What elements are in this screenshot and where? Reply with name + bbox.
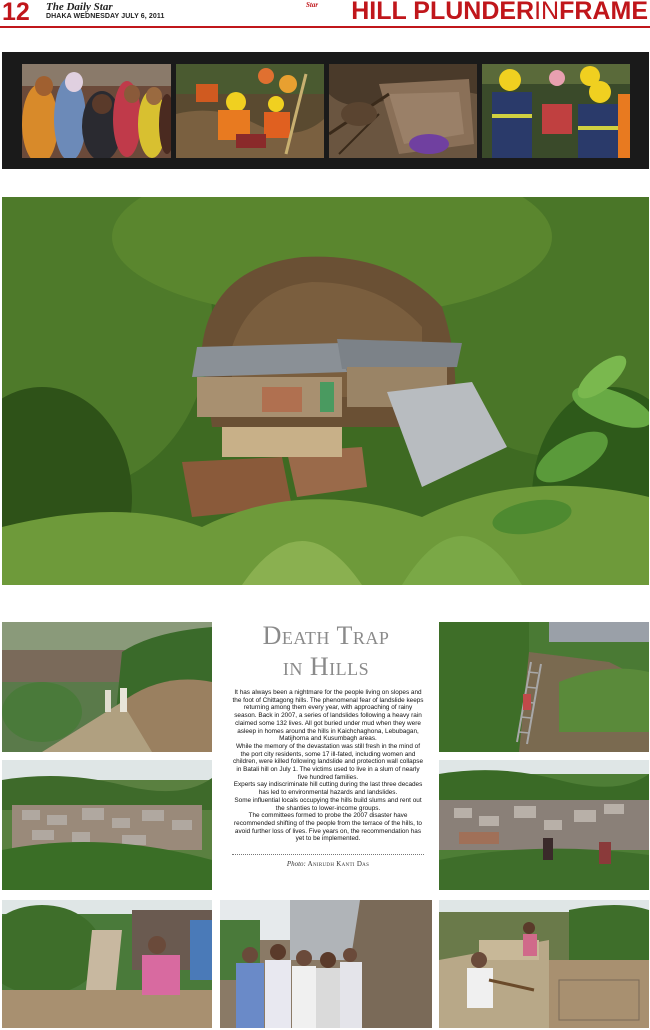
article-body: [232, 689, 424, 843]
section-title-part1: HILL PLUNDER: [351, 0, 535, 25]
photo-credit-name: Anirudh Kanti Das: [307, 860, 370, 868]
headline-line-1: Death Trap: [262, 621, 390, 650]
mini-logo: Star: [306, 1, 319, 9]
section-title: [351, 0, 648, 25]
mud-debris-photo: [329, 64, 477, 158]
section-title-part3: FRAME: [559, 0, 648, 25]
article-paragraph: The committees formed to probe the 2007 disaster have recommended shifting of the people from the terrace of the hills, to avoid further loss of lives. Five years on, the recommendation has yet to be implemented.: [234, 812, 422, 843]
masthead-rule: [0, 26, 650, 28]
wall-construction-photo: [2, 900, 212, 1028]
photo-credit-label: Photo:: [286, 860, 306, 868]
hillside-slum-photo-right: [439, 760, 649, 890]
officials-inspection-photo: [220, 900, 432, 1028]
firefighters-rescue-photo: [482, 64, 630, 158]
article-paragraph: Some influential locals occupying the hills build slums and rent out the shanties to lower-income groups.: [234, 796, 422, 812]
masthead: [0, 0, 650, 26]
article-paragraph: It has always been a nightmare for the people living on slopes and the foot of Chittagong hills. The phenomenal fear of landslide keeps returning among them every year, with approaching of rainy season. Back in 2007, a series of landslides following a heavy rain claimed some 132 lives. All got buried under mud when they were asleep in homes around the hills in Kaichchaghona, Lebubagan, Matijhorna and Kusumbagh areas.: [232, 689, 424, 743]
article-headline: [218, 620, 434, 682]
rescuers-digging-photo: [176, 64, 324, 158]
paper-name: The Daily Star: [46, 1, 113, 13]
ladder-hillside-photo: [439, 622, 649, 752]
headline-line-2: in Hills: [282, 652, 370, 681]
credit-divider: [232, 854, 424, 855]
dateline: DHAKA WEDNESDAY JULY 6, 2011: [46, 13, 165, 20]
hill-footpath-photo: [2, 622, 212, 752]
article-paragraph: Experts say indiscriminate hill cutting during the last three decades has led to environmental hazards and landslides.: [233, 781, 423, 797]
workers-digging-photo: [439, 900, 649, 1028]
top-photo-strip: [2, 52, 649, 169]
hillside-shanty-photo: [2, 197, 649, 585]
page-number: 12: [2, 0, 30, 26]
section-title-part2: IN: [534, 0, 560, 25]
article: [218, 618, 434, 883]
women-grieving-photo: [22, 64, 171, 158]
photo-credit: [232, 860, 424, 868]
hillside-slum-photo-left: [2, 760, 212, 890]
article-paragraph: While the memory of the devastation was still fresh in the mind of the port city residents, some 17 ill-fated, including women and children, were killed following landslide and protection wall collapse in Batali hill on July 1. The victims used to live in a slum of nearly five hundred families.: [232, 742, 424, 781]
